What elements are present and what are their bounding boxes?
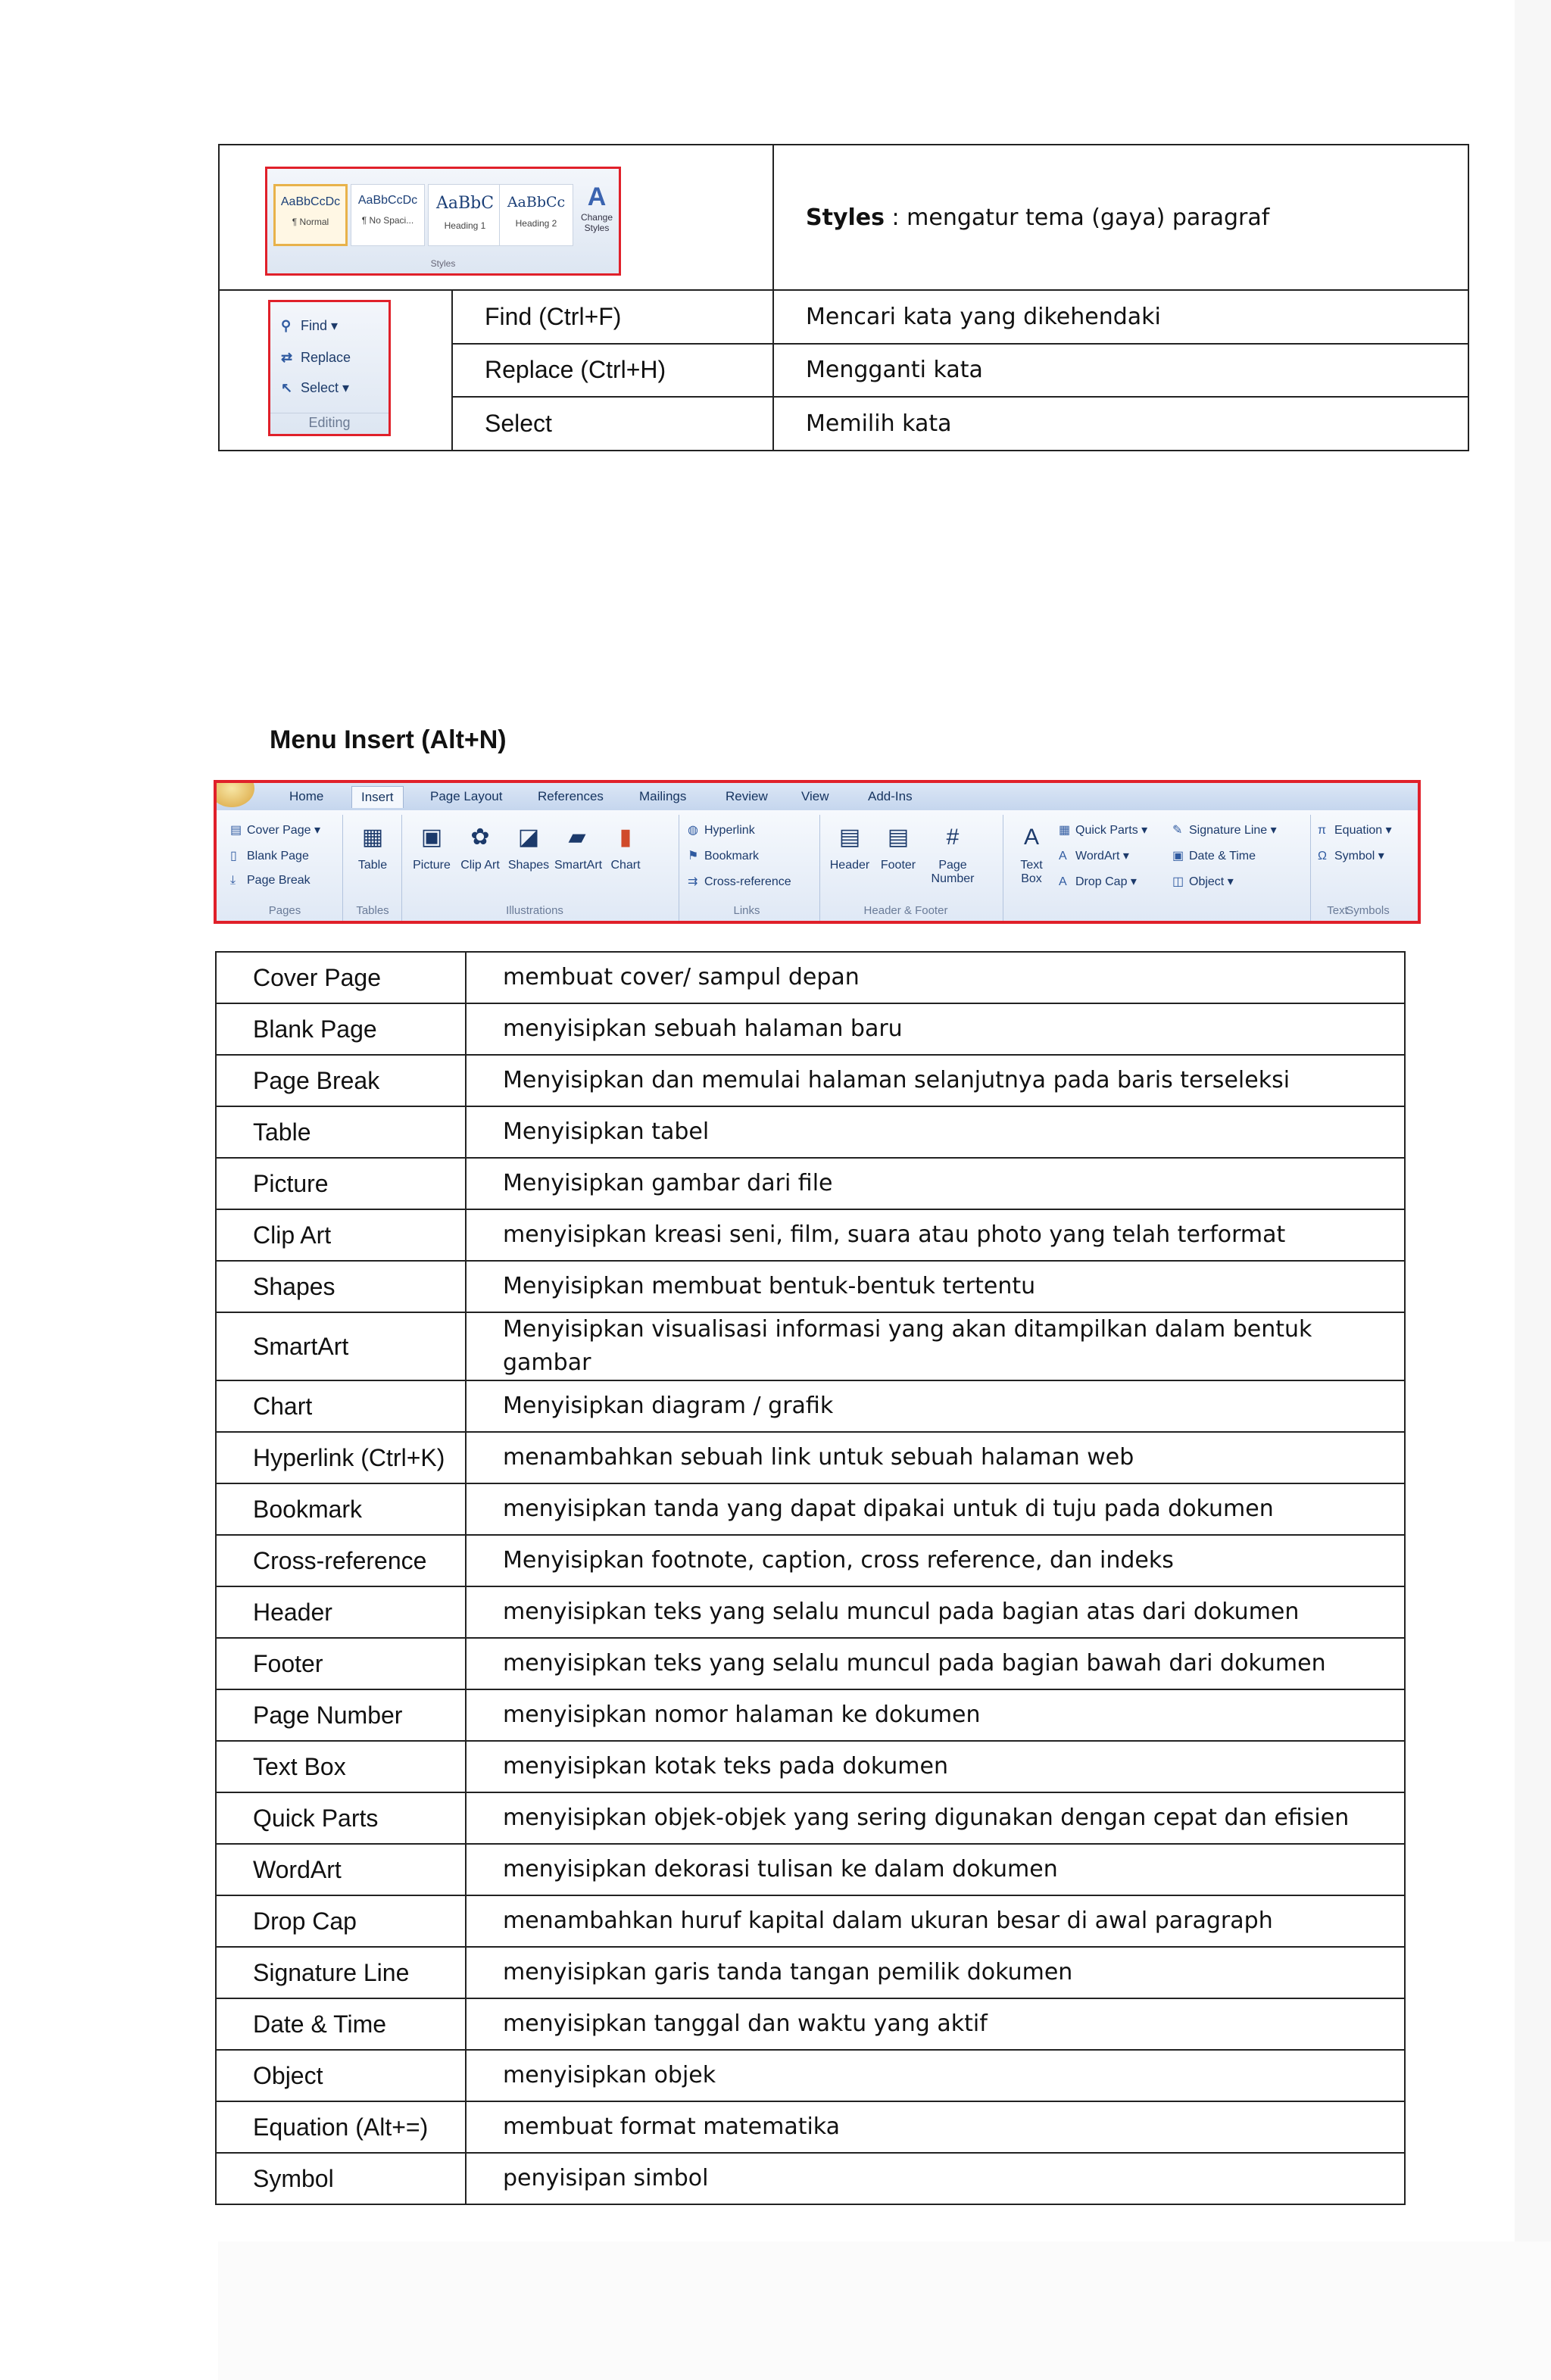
command-cell: Hyperlink (Ctrl+K): [216, 1432, 466, 1483]
picture-icon: ▣: [420, 825, 443, 850]
table-row: [216, 1741, 1405, 1792]
insert-table-body: [216, 952, 1405, 2204]
equation-label: Equation: [1334, 824, 1383, 837]
description-cell: Menyisipkan gambar dari file: [466, 1158, 1405, 1209]
quick-parts-icon: ▦: [1059, 824, 1071, 837]
description-cell: menyisipkan teks yang selalu muncul pada bagian atas dari dokumen: [466, 1586, 1405, 1638]
styles-term: Styles: [806, 204, 885, 231]
equation-item: π Equation ▾: [1318, 824, 1392, 837]
group-header-footer: Header & Footer: [863, 904, 948, 917]
footer-label: Footer: [880, 859, 916, 872]
bookmark-item: [688, 848, 759, 863]
table-row: [216, 2153, 1405, 2204]
style-tile-heading-1: [428, 184, 502, 246]
replace-label: Replace: [301, 350, 351, 365]
blank-page-item: [230, 848, 309, 863]
command-cell: Object: [216, 2050, 466, 2101]
command-cell: Text Box: [216, 1741, 466, 1792]
date-time-label: Date & Time: [1189, 850, 1256, 862]
cross-reference-item: [688, 874, 791, 889]
picture-button: [409, 821, 454, 872]
shapes-label: Shapes: [507, 859, 550, 872]
find-item: ⚲ Find ▾: [281, 314, 338, 337]
description-cell: penyisipan simbol: [466, 2153, 1405, 2204]
style-name: Heading 1: [444, 220, 486, 231]
symbol-item: Ω Symbol ▾: [1318, 850, 1384, 862]
styles-description-cell: [773, 145, 1468, 290]
description-cell: membuat cover/ sampul depan: [466, 952, 1405, 1003]
object-icon: ◫: [1172, 875, 1184, 888]
command-cell: Shapes: [216, 1261, 466, 1312]
table-row: [216, 1792, 1405, 1844]
table-row: [216, 1998, 1405, 2050]
style-sample: AaBbCcDc: [357, 194, 418, 207]
command-cell: Bookmark: [216, 1483, 466, 1535]
command-cell: Header: [216, 1586, 466, 1638]
footer-icon: ▤: [887, 825, 910, 850]
table-row: [216, 1209, 1405, 1261]
table-row: [216, 1638, 1405, 1689]
style-name: Heading 2: [515, 218, 557, 229]
styles-ribbon-thumbnail: [220, 145, 629, 289]
replace-item: [281, 346, 351, 369]
description-cell: Menyisipkan diagram / grafik: [466, 1380, 1405, 1432]
group-separator: [401, 815, 402, 922]
change-styles-button: [576, 182, 617, 251]
header-button: [827, 821, 872, 872]
editing-highlight-box: [268, 300, 391, 436]
command-cell: SmartArt: [216, 1312, 466, 1380]
tab-insert: Insert: [351, 786, 404, 808]
blank-page-icon: ▯: [230, 850, 237, 862]
pi-icon: π: [1318, 824, 1327, 837]
change-styles-icon: A: [587, 182, 607, 211]
smartart-icon: ▰: [568, 825, 586, 850]
cover-page-item: ▤ Cover Page ▾: [230, 824, 320, 837]
command-cell: Signature Line: [216, 1947, 466, 1998]
table-row: [216, 1312, 1405, 1380]
picture-label: Picture: [413, 859, 451, 872]
office-button-icon: [214, 780, 254, 807]
tab-page-layout: Page Layout: [430, 789, 503, 803]
command-cell: Date & Time: [216, 1998, 466, 2050]
editing-group-label: Editing: [270, 413, 389, 431]
hyperlink-item: [688, 822, 755, 838]
cross-reference-label: Cross-reference: [704, 875, 791, 888]
clip-art-button: [457, 821, 503, 872]
insert-ribbon-screenshot: [214, 780, 1421, 924]
select-label: Select: [301, 380, 339, 395]
blank-page-label: Blank Page: [247, 850, 309, 862]
page-break-item: [230, 874, 311, 887]
table-row: [216, 1380, 1405, 1432]
smartart-button: [554, 821, 603, 872]
select-item: ↖ Select ▾: [281, 376, 349, 399]
description-cell: menyisipkan sebuah halaman baru: [466, 1003, 1405, 1055]
description-cell: menyisipkan garis tanda tangan pemilik dokumen: [466, 1947, 1405, 1998]
drop-cap-icon: A: [1059, 875, 1067, 888]
tab-add-ins: Add-Ins: [868, 789, 913, 803]
description-cell: menyisipkan dekorasi tulisan ke dalam dokumen: [466, 1844, 1405, 1895]
group-separator: [1310, 815, 1311, 922]
globe-icon: ◍: [688, 824, 698, 837]
ribbon-tab-bar: [217, 783, 1418, 810]
chart-icon: ▮: [619, 825, 632, 850]
group-symbols: Symbols: [1346, 904, 1390, 917]
description-cell: Memilih kata: [773, 397, 1468, 451]
drop-cap-item: A Drop Cap ▾: [1059, 875, 1137, 888]
table-row: [216, 952, 1405, 1003]
object-label: Object: [1189, 875, 1225, 888]
styles-highlight-box: [265, 167, 621, 276]
command-cell: Cross-reference: [216, 1535, 466, 1586]
table-row: [216, 1432, 1405, 1483]
style-tile-heading-2: [499, 184, 573, 246]
group-separator: [342, 815, 343, 922]
description-cell: Menyisipkan membuat bentuk-bentuk tertentu: [466, 1261, 1405, 1312]
description-cell: menambahkan sebuah link untuk sebuah halaman web: [466, 1432, 1405, 1483]
page-edge-shade: [1515, 0, 1551, 2380]
style-name: ¶ Normal: [292, 217, 329, 227]
smartart-label: SmartArt: [554, 859, 603, 872]
command-cell: Picture: [216, 1158, 466, 1209]
cover-page-label: Cover Page: [247, 824, 311, 837]
group-pages: Pages: [268, 904, 301, 917]
command-cell: Find (Ctrl+F): [452, 290, 773, 344]
signature-icon: ✎: [1172, 824, 1183, 837]
description-cell: menyisipkan teks yang selalu muncul pada bagian bawah dari dokumen: [466, 1638, 1405, 1689]
editing-ribbon-thumbnail: [220, 291, 451, 450]
wordart-icon: A: [1059, 850, 1067, 862]
table-row: [216, 1844, 1405, 1895]
table-row: [216, 1106, 1405, 1158]
table-row: [216, 2050, 1405, 2101]
description-cell: menyisipkan nomor halaman ke dokumen: [466, 1689, 1405, 1741]
cursor-icon: ↖: [281, 380, 293, 395]
page-number-icon: #: [946, 825, 960, 850]
table-label: Table: [357, 859, 388, 872]
footer-button: [875, 821, 921, 872]
replace-icon: ⇄: [281, 350, 293, 365]
description-cell: Menyisipkan visualisasi informasi yang akan ditampilkan dalam bentuk gambar: [466, 1312, 1405, 1380]
page-bottom-shade: [218, 2241, 1551, 2380]
editing-thumbnail-cell: [219, 290, 452, 451]
table-row: [216, 1483, 1405, 1535]
description-cell: menyisipkan kreasi seni, film, suara atau photo yang telah terformat: [466, 1209, 1405, 1261]
table-row: [216, 1055, 1405, 1106]
command-cell: Chart: [216, 1380, 466, 1432]
description-cell: menyisipkan tanggal dan waktu yang aktif: [466, 1998, 1405, 2050]
description-cell: menambahkan huruf kapital dalam ukuran besar di awal paragraph: [466, 1895, 1405, 1947]
table-row: [216, 1261, 1405, 1312]
table-row: [216, 2101, 1405, 2153]
description-cell: Mencari kata yang dikehendaki: [773, 290, 1468, 344]
quick-parts-item: ▦ Quick Parts ▾: [1059, 824, 1148, 837]
command-cell: Table: [216, 1106, 466, 1158]
description-cell: membuat format matematika: [466, 2101, 1405, 2153]
style-name: ¶ No Spaci...: [361, 215, 414, 226]
change-styles-label: Change Styles: [580, 212, 613, 233]
command-cell: Cover Page: [216, 952, 466, 1003]
table-row: [216, 1895, 1405, 1947]
style-sample: AaBbCcDc: [280, 195, 341, 208]
description-cell: Menyisipkan dan memulai halaman selanjutnya pada baris terseleksi: [466, 1055, 1405, 1106]
shapes-icon: ◪: [517, 825, 540, 850]
tab-review: Review: [726, 789, 768, 803]
wordart-item: A WordArt ▾: [1059, 850, 1129, 862]
clip-art-label: Clip Art: [460, 859, 500, 872]
tab-view: View: [801, 789, 829, 803]
description-cell: menyisipkan objek: [466, 2050, 1405, 2101]
command-cell: Equation (Alt+=): [216, 2101, 466, 2153]
styles-editing-table: [218, 144, 1469, 451]
table-row: [216, 1003, 1405, 1055]
date-time-item: [1172, 848, 1256, 863]
calendar-icon: ▣: [1172, 850, 1184, 862]
shapes-button: [506, 821, 551, 872]
text-box-button: [1009, 821, 1054, 886]
command-cell: Select: [452, 397, 773, 451]
tab-references: References: [538, 789, 604, 803]
section-heading: Menu Insert (Alt+N): [270, 725, 507, 754]
command-cell: Page Break: [216, 1055, 466, 1106]
text-box-label: Text Box: [1020, 859, 1043, 885]
description-cell: menyisipkan objek-objek yang sering digunakan dengan cepat dan efisien: [466, 1792, 1405, 1844]
omega-icon: Ω: [1318, 850, 1327, 862]
bookmark-icon: ⚑: [688, 850, 699, 862]
table-button: [350, 821, 395, 872]
table-row: [216, 1689, 1405, 1741]
group-tables: Tables: [356, 904, 389, 917]
group-illustrations: Illustrations: [506, 904, 563, 917]
bookmark-label: Bookmark: [704, 850, 760, 862]
description-cell: Menyisipkan tabel: [466, 1106, 1405, 1158]
description-cell: Mengganti kata: [773, 344, 1468, 398]
page-number-button: [924, 821, 981, 886]
command-cell: Clip Art: [216, 1209, 466, 1261]
command-cell: Replace (Ctrl+H): [452, 344, 773, 398]
object-item: ◫ Object ▾: [1172, 875, 1234, 888]
command-cell: Footer: [216, 1638, 466, 1689]
group-text: Text: [1327, 904, 1348, 917]
command-cell: Page Number: [216, 1689, 466, 1741]
command-cell: Drop Cap: [216, 1895, 466, 1947]
table-row: [216, 1947, 1405, 1998]
signature-line-item: ✎ Signature Line ▾: [1172, 824, 1277, 837]
symbol-label: Symbol: [1334, 850, 1375, 862]
insert-commands-table: [215, 951, 1406, 2205]
chart-button: [603, 821, 648, 872]
clip-art-icon: ✿: [470, 825, 490, 850]
wordart-label: WordArt: [1075, 850, 1120, 862]
group-links: Links: [733, 904, 760, 917]
signature-line-label: Signature Line: [1189, 824, 1268, 837]
drop-cap-label: Drop Cap: [1075, 875, 1128, 888]
group-separator: [819, 815, 820, 922]
table-row: [216, 1586, 1405, 1638]
cover-page-icon: ▤: [230, 824, 242, 837]
header-label: Header: [829, 859, 870, 872]
text-box-icon: A: [1023, 825, 1039, 850]
description-cell: Menyisipkan footnote, caption, cross reference, dan indeks: [466, 1535, 1405, 1586]
cross-reference-icon: ⇉: [688, 875, 698, 888]
table-row: [216, 1158, 1405, 1209]
chart-label: Chart: [610, 859, 641, 872]
hyperlink-label: Hyperlink: [704, 824, 755, 837]
binoculars-icon: ⚲: [281, 318, 292, 333]
style-sample: AaBbC: [435, 194, 495, 213]
style-sample: AaBbCc: [507, 194, 566, 211]
styles-description: : mengatur tema (gaya) paragraf: [885, 204, 1270, 231]
style-tile-no-spacing: [351, 184, 425, 246]
page-break-icon: ⤓: [230, 874, 236, 887]
command-cell: Blank Page: [216, 1003, 466, 1055]
command-cell: Symbol: [216, 2153, 466, 2204]
command-cell: WordArt: [216, 1844, 466, 1895]
ribbon-body: [217, 810, 1418, 924]
style-tile-normal: [273, 184, 348, 246]
header-icon: ▤: [838, 825, 861, 850]
find-label: Find: [301, 318, 328, 333]
description-cell: menyisipkan kotak teks pada dokumen: [466, 1741, 1405, 1792]
table-row: [216, 1535, 1405, 1586]
table-icon: ▦: [361, 825, 384, 850]
styles-thumbnail-cell: [219, 145, 773, 290]
quick-parts-label: Quick Parts: [1075, 824, 1138, 837]
page-number-label: Page Number: [931, 859, 975, 885]
description-cell: menyisipkan tanda yang dapat dipakai untuk di tuju pada dokumen: [466, 1483, 1405, 1535]
styles-group-label: Styles: [430, 258, 456, 269]
page-break-label: Page Break: [247, 874, 311, 887]
command-cell: Quick Parts: [216, 1792, 466, 1844]
tab-mailings: Mailings: [639, 789, 687, 803]
tab-home: Home: [289, 789, 324, 803]
